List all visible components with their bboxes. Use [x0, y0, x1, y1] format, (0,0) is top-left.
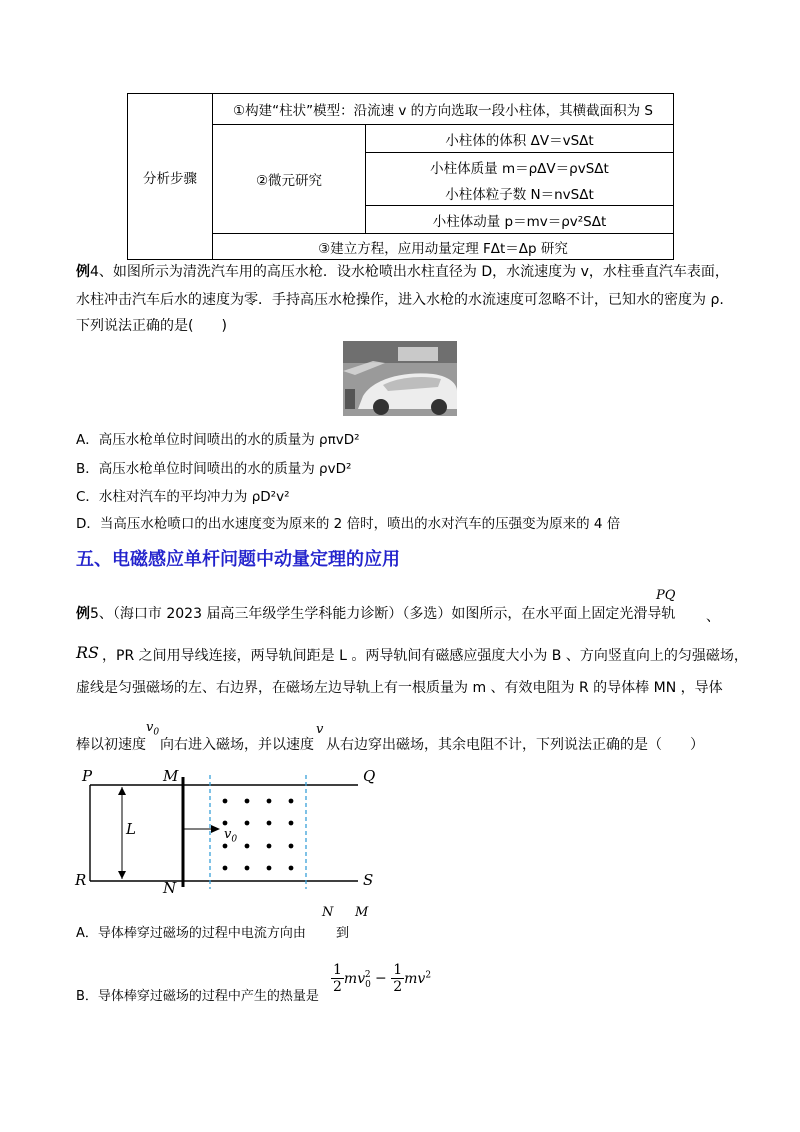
label-r: R	[75, 871, 87, 889]
example-label: 例	[76, 264, 90, 280]
word-to: 到	[336, 926, 350, 941]
example5-line3: 虚线是匀强磁场的左、右边界，在磁场左边导轨上有一根质量为 m 、有效电阻为 R 的导体棒 MN ，导体	[76, 680, 723, 696]
example4-line2: 水柱冲击汽车后水的速度为零．手持高压水枪操作，进入水枪的水流速度可忽略不计，已知水的密度为 ρ.	[76, 292, 724, 308]
rail-diagram	[70, 765, 390, 895]
example5-line4b: 向右进入磁场，并以速度	[160, 737, 314, 753]
label-n: N	[163, 879, 177, 897]
label-pq: PQ	[656, 588, 676, 603]
table-sub-mass: 小柱体质量 m＝ρΔV＝ρvSΔt	[366, 153, 674, 181]
example4-line3: 下列说法正确的是( )	[76, 318, 227, 334]
table-step2: ②微元研究	[213, 125, 366, 234]
symbol-m: M	[355, 905, 369, 920]
option-c: C．水柱对汽车的平均冲力为 ρD²v²	[76, 489, 290, 505]
symbol-v: v	[316, 722, 324, 737]
option-b: B．高压水枪单位时间喷出的水的质量为 ρvD²	[76, 461, 352, 477]
table-sub-momentum: 小柱体动量 p＝mv＝ρv²SΔt	[366, 206, 674, 234]
example5-line4a: 棒以初速度	[76, 737, 146, 753]
label-q: Q	[363, 767, 376, 785]
analysis-table	[127, 93, 674, 260]
option-a: A．高压水枪单位时间喷出的水的质量为 ρπvD²	[76, 432, 360, 448]
table-sub-volume: 小柱体的体积 ΔV＝vSΔt	[366, 125, 674, 153]
heat-formula: $\frac{1}{2}$ $mv_0^2$ − $\frac{1}{2}$ $mv^2$	[333, 962, 432, 995]
option5-b: B．导体棒穿过磁场的过程中产生的热量是	[76, 989, 319, 1004]
symbol-v0: $v_0$	[146, 720, 160, 738]
label-v0: $v_0$	[224, 827, 238, 845]
table-step1: ①构建“柱状”模型：沿流速 v 的方向选取一段小柱体，其横截面积为 S	[213, 94, 674, 125]
option5-a: A．导体棒穿过磁场的过程中电流方向由	[76, 926, 306, 941]
table-row-header: 分析步骤	[128, 94, 213, 260]
label-l: L	[126, 820, 136, 838]
label-p: P	[82, 767, 93, 785]
example5-line2: ，PR 之间用导线连接，两导轨间距是 L 。两导轨间有磁感应强度大小为 B 、方向竖直向上的匀强磁场，	[102, 648, 748, 664]
table-step3: ③建立方程，应用动量定理 FΔt＝Δp 研究	[213, 234, 674, 260]
label-s: S	[363, 871, 374, 889]
label-rs: RS	[76, 643, 100, 662]
comma: 、	[706, 609, 720, 625]
example5-line1: 例5、（海口市 2023 届高三年级学生学科能力诊断）（多选）如图所示，在水平面上固定光滑导轨	[76, 606, 676, 622]
example5-line4c: 从右边穿出磁场，其余电阻不计，下列说法正确的是（ ）	[326, 737, 704, 753]
section-title: 五、电磁感应单杆问题中动量定理的应用	[76, 549, 400, 570]
option-d: D．当高压水枪喷口的出水速度变为原来的 2 倍时，喷出的水对汽车的压强变为原来的 4 倍	[76, 516, 621, 532]
car-wash-photo	[343, 341, 457, 416]
label-m: M	[163, 767, 179, 785]
symbol-n: N	[322, 905, 334, 920]
table-sub-count: 小柱体粒子数 N＝nvSΔt	[366, 181, 674, 206]
example4-line1: 例4、如图所示为清洗汽车用的高压水枪．设水枪喷出水柱直径为 D，水流速度为 v，水柱垂直汽车表面，	[76, 264, 729, 280]
